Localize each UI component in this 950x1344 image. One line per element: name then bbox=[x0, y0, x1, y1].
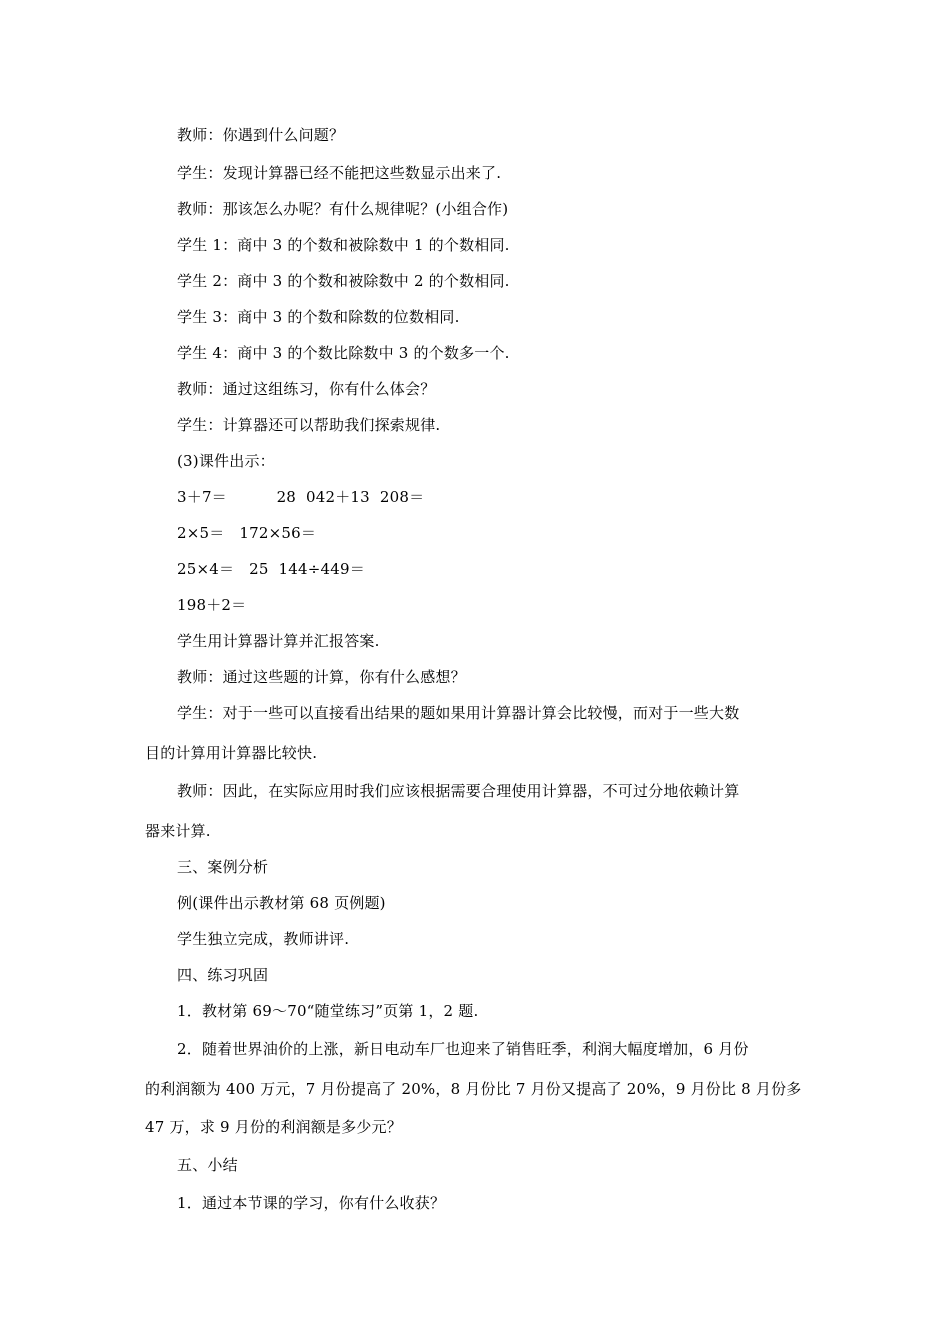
dialogue-line: 教师：通过这些题的计算，你有什么感想？ bbox=[177, 668, 466, 686]
dialogue-line-continued: 目的计算用计算器比较快. bbox=[145, 744, 318, 762]
dialogue-line: 学生 3：商中 3 的个数和除数的位数相同. bbox=[177, 308, 460, 326]
math-expression-line: 25×4＝ 25 144÷449＝ bbox=[177, 560, 365, 578]
dialogue-line: 学生用计算器计算并汇报答案. bbox=[177, 632, 380, 650]
math-expression-line: 3＋7＝ 28 042＋13 208＝ bbox=[177, 488, 425, 506]
dialogue-line: 教师：因此，在实际应用时我们应该根据需要合理使用计算器，不可过分地依赖计算 bbox=[177, 782, 740, 800]
exercise-item-continued: 的利润额为 400 万元，7 月份提高了 20%，8 月份比 7 月份又提高了 20%，9 月份比 8 月份多 bbox=[145, 1080, 802, 1098]
exercise-item: 1．教材第 69～70“随堂练习”页第 1，2 题. bbox=[177, 1002, 479, 1020]
dialogue-line: 教师：你遇到什么问题？ bbox=[177, 126, 345, 144]
section-heading: 五、小结 bbox=[177, 1156, 238, 1174]
math-expression-line: 198＋2＝ bbox=[177, 596, 247, 614]
paragraph-line: 例(课件出示教材第 68 页例题) bbox=[177, 894, 386, 912]
paragraph-line: 学生独立完成，教师讲评. bbox=[177, 930, 350, 948]
section-label: (3)课件出示： bbox=[177, 452, 275, 470]
dialogue-line: 学生：发现计算器已经不能把这些数显示出来了. bbox=[177, 164, 502, 182]
math-expression-line: 2×5＝ 172×56＝ bbox=[177, 524, 317, 542]
dialogue-line: 教师：通过这组练习，你有什么体会？ bbox=[177, 380, 436, 398]
dialogue-line: 教师：那该怎么办呢？有什么规律呢？(小组合作) bbox=[177, 200, 509, 218]
dialogue-line: 学生 1：商中 3 的个数和被除数中 1 的个数相同. bbox=[177, 236, 510, 254]
exercise-item-continued: 47 万，求 9 月份的利润额是多少元？ bbox=[145, 1118, 402, 1136]
dialogue-line: 学生 2：商中 3 的个数和被除数中 2 的个数相同. bbox=[177, 272, 510, 290]
exercise-item: 2．随着世界油价的上涨，新日电动车厂也迎来了销售旺季，利润大幅度增加，6 月份 bbox=[177, 1040, 749, 1058]
dialogue-line: 学生：计算器还可以帮助我们探索规律. bbox=[177, 416, 441, 434]
dialogue-line: 学生：对于一些可以直接看出结果的题如果用计算器计算会比较慢，而对于一些大数 bbox=[177, 704, 740, 722]
dialogue-line-continued: 器来计算. bbox=[145, 822, 211, 840]
section-heading: 三、案例分析 bbox=[177, 858, 269, 876]
section-heading: 四、练习巩固 bbox=[177, 966, 269, 984]
summary-item: 1．通过本节课的学习，你有什么收获？ bbox=[177, 1194, 446, 1212]
dialogue-line: 学生 4：商中 3 的个数比除数中 3 的个数多一个. bbox=[177, 344, 510, 362]
